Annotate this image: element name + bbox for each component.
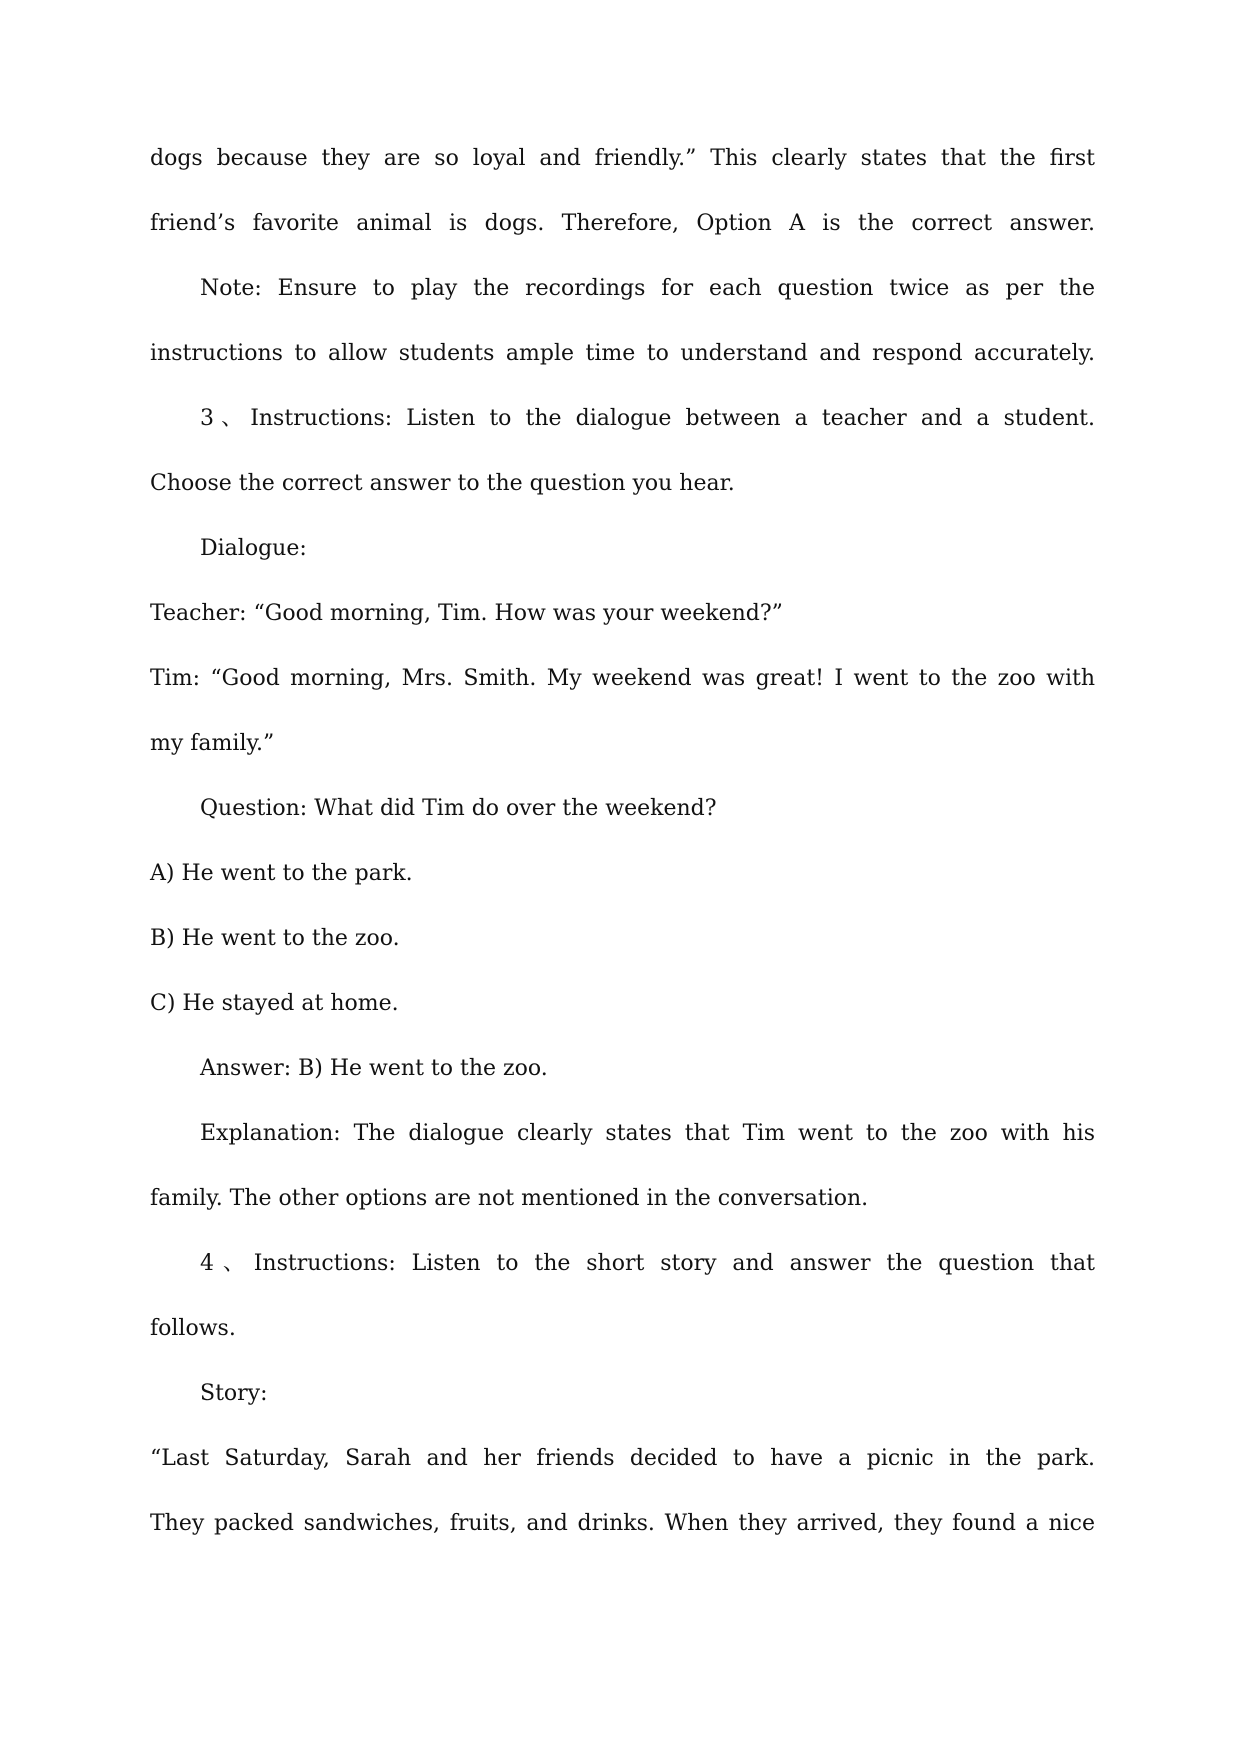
answer-option: B) He went to the zoo. [150,926,400,951]
answer-line: Answer: B) He went to the zoo. [200,1056,548,1081]
text-line: friend’s favorite animal is dogs. Therefore, Option A is the correct answer. [150,211,1095,236]
dialogue-line: Teacher: “Good morning, Tim. How was your weekend?” [150,601,783,626]
dialogue-line: Tim: “Good morning, Mrs. Smith. My weekend was great! I went to the zoo with [150,666,1095,691]
text-line: dogs because they are so loyal and friendly.” This clearly states that the first [150,146,1095,171]
text-line: instructions to allow students ample time to understand and respond accurately. [150,341,1095,366]
question-heading: 4、Instructions: Listen to the short story and answer the question that [200,1251,1095,1276]
section-label: Dialogue: [200,536,307,561]
text-line: Choose the correct answer to the question you hear. [150,471,735,496]
explanation-line: family. The other options are not mentioned in the conversation. [150,1186,869,1211]
text-line: follows. [150,1316,236,1341]
explanation-line: Explanation: The dialogue clearly states that Tim went to the zoo with his [200,1121,1095,1146]
question-heading: 3、Instructions: Listen to the dialogue between a teacher and a student. [200,406,1095,431]
question-line: Question: What did Tim do over the weekend? [200,796,717,821]
dialogue-line: my family.” [150,731,275,756]
story-line: They packed sandwiches, fruits, and drinks. When they arrived, they found a nice [150,1511,1095,1536]
answer-option: C) He stayed at home. [150,991,399,1016]
story-line: “Last Saturday, Sarah and her friends decided to have a picnic in the park. [150,1446,1095,1471]
answer-option: A) He went to the park. [150,861,413,886]
document-body [150,148,1095,1578]
text-line: Note: Ensure to play the recordings for each question twice as per the [200,276,1095,301]
section-label: Story: [200,1381,268,1406]
